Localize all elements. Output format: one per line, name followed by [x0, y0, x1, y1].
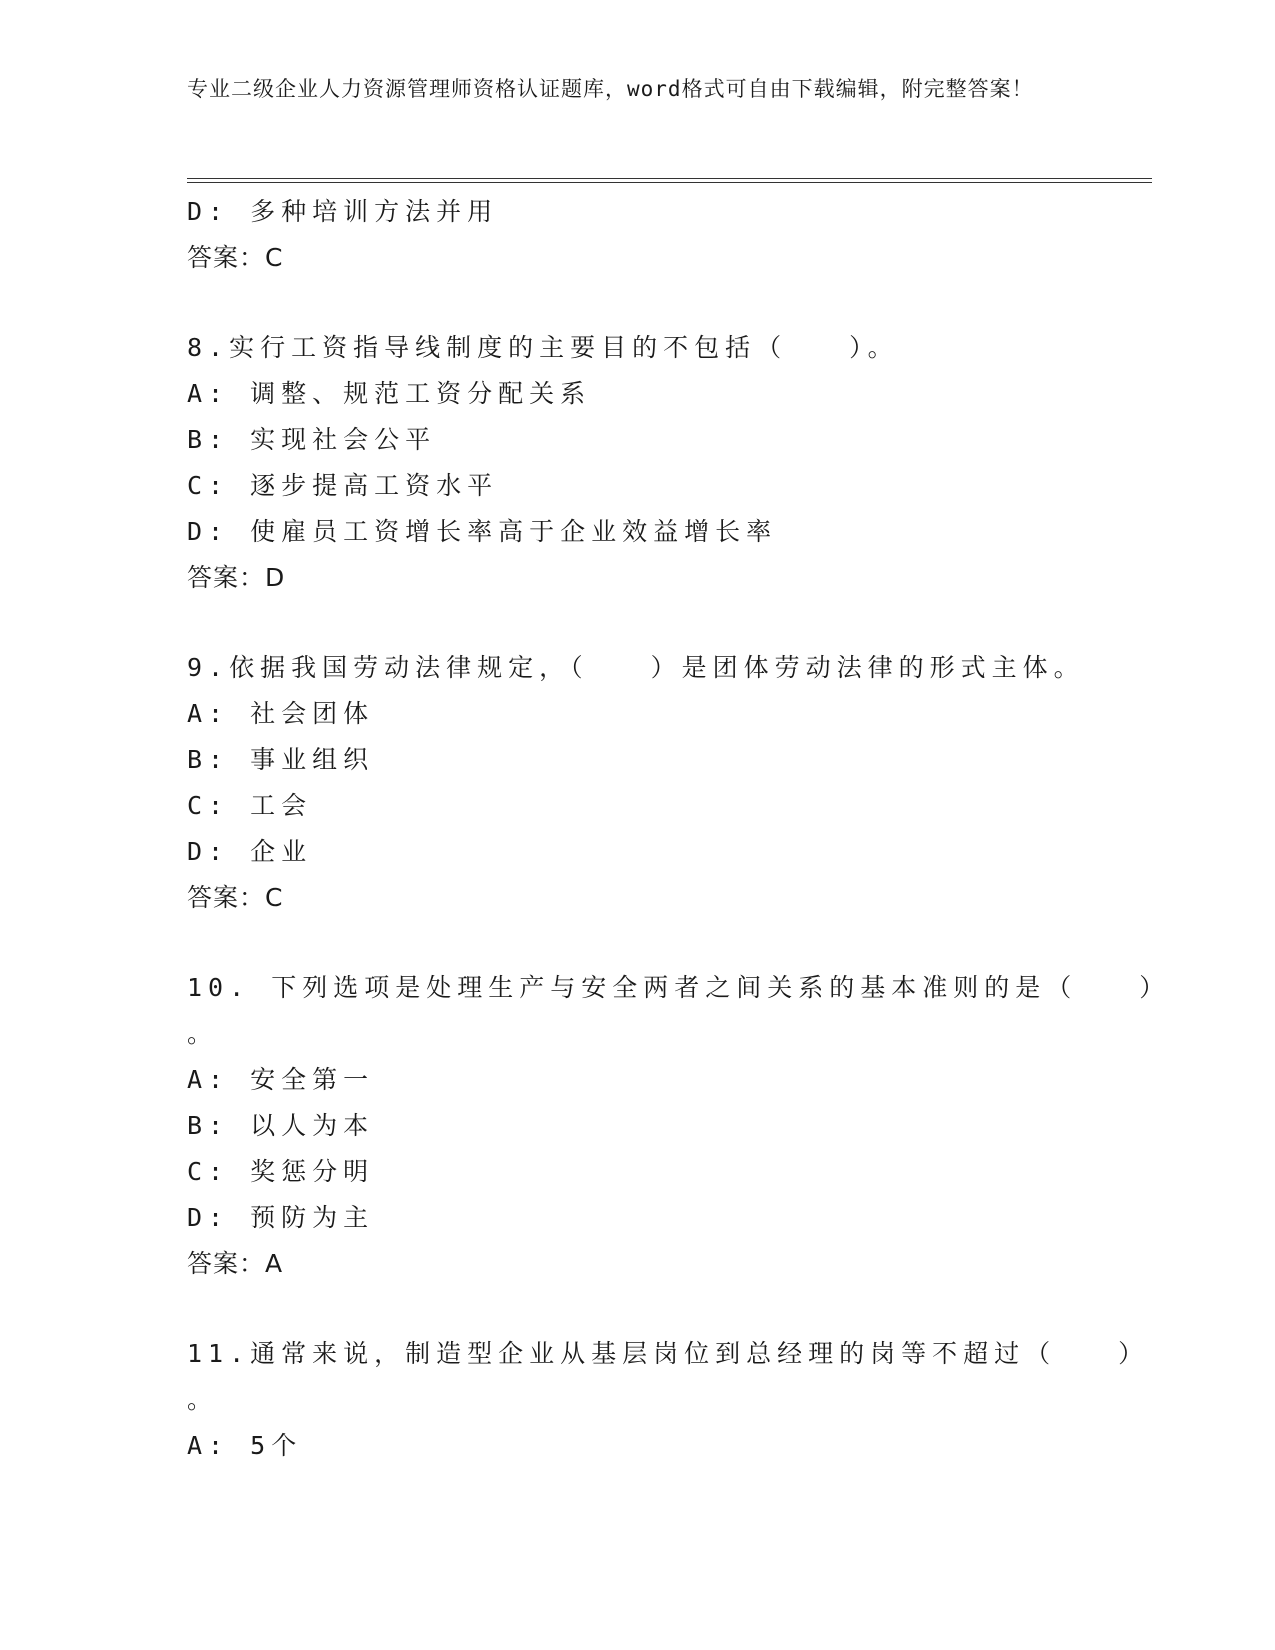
answer-line: 答案：C	[187, 243, 284, 272]
option-d: D: 使雇员工资增长率高于企业效益增长率	[187, 517, 778, 546]
option-a: A: 社会团体	[187, 699, 375, 728]
question-stem-continuation: 。	[187, 1385, 219, 1414]
question-list	[187, 189, 1171, 1469]
option-c: C: 逐步提高工资水平	[187, 471, 499, 500]
question-stem: 10. 下列选项是处理生产与安全两者之间关系的基本准则的是（ ）	[187, 973, 1171, 1002]
option-c: C: 工会	[187, 791, 313, 820]
question-stem: 11.通常来说，制造型企业从基层岗位到总经理的岗等不超过（ ）	[187, 1339, 1150, 1368]
option-d: D: 预防为主	[187, 1203, 375, 1232]
document-header: 专业二级企业人力资源管理师资格认证题库，word格式可自由下载编辑，附完整答案！	[187, 77, 1034, 101]
answer-line: 答案：D	[187, 563, 286, 592]
option-b: B: 事业组织	[187, 745, 375, 774]
question-stem: 9.依据我国劳动法律规定，（ ）是团体劳动法律的形式主体。	[187, 653, 1085, 682]
option-b: B: 以人为本	[187, 1111, 375, 1140]
answer-line: 答案：A	[187, 1249, 284, 1278]
option-b: B: 实现社会公平	[187, 425, 437, 454]
option-d: D: 企业	[187, 837, 313, 866]
header-divider	[187, 178, 1152, 183]
answer-line: 答案：C	[187, 883, 284, 912]
option-d: D: 多种培训方法并用	[187, 197, 499, 226]
option-a: A: 调整、规范工资分配关系	[187, 379, 592, 408]
option-a: A: 5个	[187, 1431, 303, 1460]
question-stem: 8.实行工资指导线制度的主要目的不包括（ ）。	[187, 333, 899, 362]
question-stem-continuation: 。	[187, 1019, 219, 1048]
option-a: A: 安全第一	[187, 1065, 375, 1094]
option-c: C: 奖惩分明	[187, 1157, 375, 1186]
